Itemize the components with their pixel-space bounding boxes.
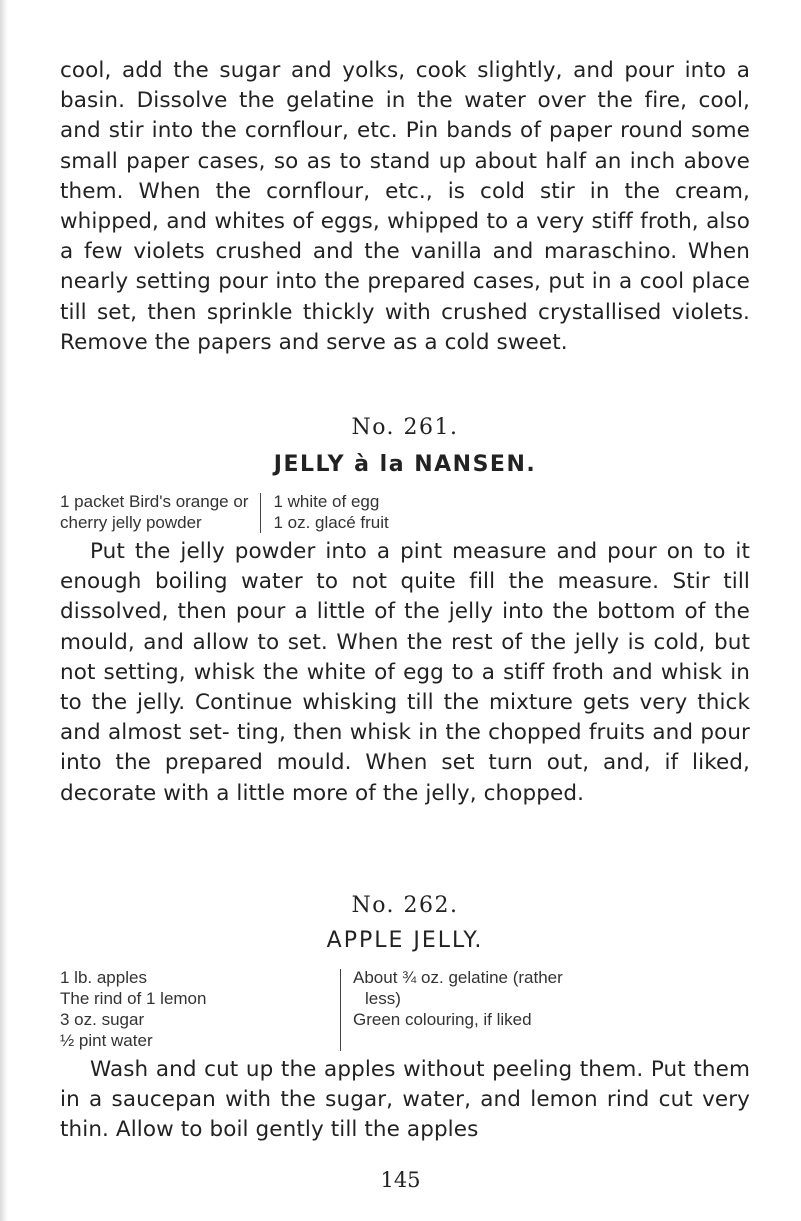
recipe-261 xyxy=(60,415,750,809)
recipe-262-title: APPLE JELLY. xyxy=(326,927,484,953)
recipe-261-number: No. 261. xyxy=(351,415,459,441)
recipe-261-ingredients-left xyxy=(60,491,248,533)
ingredients-divider xyxy=(340,969,341,1051)
page-number: 145 xyxy=(380,1168,421,1192)
ingredient-item: About ¾ oz. gelatine (rather xyxy=(353,967,563,987)
ingredient-item: ½ pint water xyxy=(60,1030,153,1050)
recipe-261-ingredients-right xyxy=(273,491,388,533)
recipe-261-ingredients xyxy=(60,491,750,533)
page-binding-edge xyxy=(0,0,8,1221)
ingredient-item: 3 oz. sugar xyxy=(60,1009,145,1029)
recipe-262 xyxy=(60,893,750,1146)
recipe-262-ingredients-left xyxy=(60,967,328,1051)
ingredient-item: less) xyxy=(365,988,401,1008)
intro-paragraph: cool, add the sugar and yolks, cook slightly, and pour into a basin. Dissolve the gelatine in the water over the fire, cool, and stir into the cornflour, etc. Pin bands of paper round some small paper cases, so as to stand up about half an inch above them. When the cornflour, etc., is cold stir in the cream, whipped, and whites of eggs, whipped to a very stiff froth, also a few violets crushed and the vanilla and maraschino. When nearly setting pour into the prepared cases, put in a cool place till set, then sprinkle thickly with crushed crystallised violets. Remove the papers and serve as a cold sweet. xyxy=(60,58,750,355)
ingredient-item: 1 lb. apples xyxy=(60,967,147,987)
recipe-262-number: No. 262. xyxy=(351,892,459,918)
ingredient-item: The rind of 1 lemon xyxy=(60,988,207,1008)
ingredients-divider xyxy=(260,493,261,533)
ingredient-item: 1 white of egg xyxy=(273,492,380,512)
ingredient-item: 1 packet Bird's orange or xyxy=(60,492,249,512)
recipe-262-ingredients-right xyxy=(353,967,563,1051)
recipe-261-method: Put the jelly powder into a pint measure and pour on to it enough boiling water to not quite fill the measure. Stir till dissolved, then pour a little of the jelly into the bottom of the mould, and allow to set. When the rest of the jelly is cold, but not setting, whisk the white of egg to a stiff froth and whisk in to the jelly. Continue whisking till the mixture gets very thick and almost set- ting, then whisk in the chopped fruits and pour into the prepared mould. When set turn out, and, if liked, decorate with a little more of the jelly, chopped. xyxy=(60,539,750,806)
recipe-261-title: JELLY à la NANSEN. xyxy=(273,452,537,478)
page-content xyxy=(60,56,750,1145)
ingredient-item: cherry jelly powder xyxy=(60,513,202,533)
recipe-262-ingredients xyxy=(60,967,750,1051)
recipe-262-method: Wash and cut up the apples without peeling them. Put them in a saucepan with the sugar, water, and lemon rind cut very thin. Allow to boil gently till the apples xyxy=(60,1056,750,1143)
ingredient-item: Green colouring, if liked xyxy=(353,1009,532,1029)
ingredient-item: 1 oz. glacé fruit xyxy=(273,513,389,533)
